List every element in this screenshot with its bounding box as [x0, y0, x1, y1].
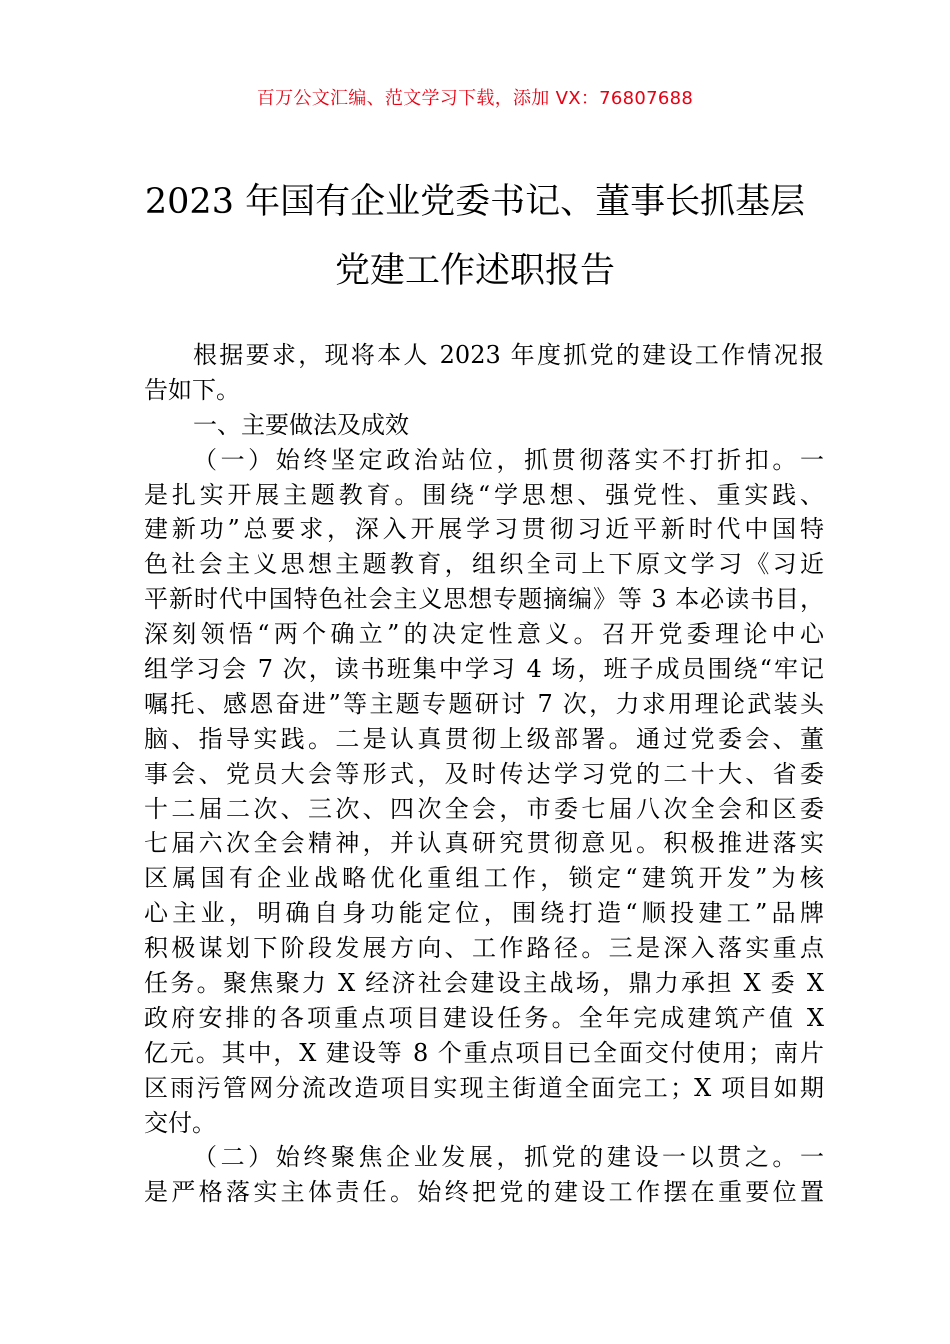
body-line: 平新时代中国特色社会主义思想专题摘编》等 3 本必读书目，: [144, 585, 824, 614]
body-line: 深刻领悟“两个确立”的决定性意义。召开党委理论中心: [144, 620, 824, 649]
watermark-banner: 百万公文汇编、范文学习下载，添加 VX：76807688: [256, 88, 694, 109]
body-line: 根据要求，现将本人 2023 年度抓党的建设工作情况报: [193, 341, 824, 369]
body-line: 交付。: [144, 1108, 216, 1137]
document-title-line-2: 党建工作述职报告: [334, 251, 615, 291]
body-line: （一）始终坚定政治站位，抓贯彻落实不打折扣。一: [193, 445, 824, 474]
body-line: 事会、党员大会等形式，及时传达学习党的二十大、省委: [144, 759, 824, 788]
body-line: 十二届二次、三次、四次全会，市委七届八次全会和区委: [144, 794, 824, 823]
body-line: 色社会主义思想主题教育，组织全司上下原文学习《习近: [144, 550, 824, 579]
body-line: 区属国有企业战略优化重组工作，锁定“建筑开发”为核: [144, 864, 824, 893]
body-line: 七届六次全会精神，并认真研究贯彻意见。积极推进落实: [144, 829, 824, 858]
body-line: 区雨污管网分流改造项目实现主街道全面完工；X 项目如期: [144, 1073, 824, 1102]
body-line: 心主业，明确自身功能定位，围绕打造“顺投建工”品牌: [144, 899, 824, 928]
document-body: [144, 338, 824, 1210]
section-heading: 一、主要做法及成效: [193, 410, 409, 439]
body-line: 是扎实开展主题教育。围绕“学思想、强党性、重实践、: [144, 480, 824, 509]
body-line: 任务。聚焦聚力 X 经济社会建设主战场，鼎力承担 X 委 X: [144, 969, 824, 998]
document-title-line-1: 2023 年国有企业党委书记、董事长抓基层: [144, 182, 806, 222]
body-line: 政府安排的各项重点项目建设任务。全年完成建筑产值 X: [144, 1003, 824, 1032]
body-line: （二）始终聚焦企业发展，抓党的建设一以贯之。一: [193, 1143, 824, 1172]
body-line: 建新功”总要求，深入开展学习贯彻习近平新时代中国特: [144, 515, 824, 544]
body-line: 积极谋划下阶段发展方向、工作路径。三是深入落实重点: [144, 934, 824, 963]
body-line: 亿元。其中，X 建设等 8 个重点项目已全面交付使用；南片: [144, 1038, 824, 1067]
body-line: 是严格落实主体责任。始终把党的建设工作摆在重要位置: [144, 1178, 824, 1207]
body-line: 告如下。: [144, 375, 240, 404]
body-line: 组学习会 7 次，读书班集中学习 4 场，班子成员围绕“牢记: [144, 655, 824, 684]
body-line: 脑、指导实践。二是认真贯彻上级部署。通过党委会、董: [144, 724, 824, 753]
body-line: 嘱托、感恩奋进”等主题专题研讨 7 次，力求用理论武装头: [144, 689, 824, 718]
